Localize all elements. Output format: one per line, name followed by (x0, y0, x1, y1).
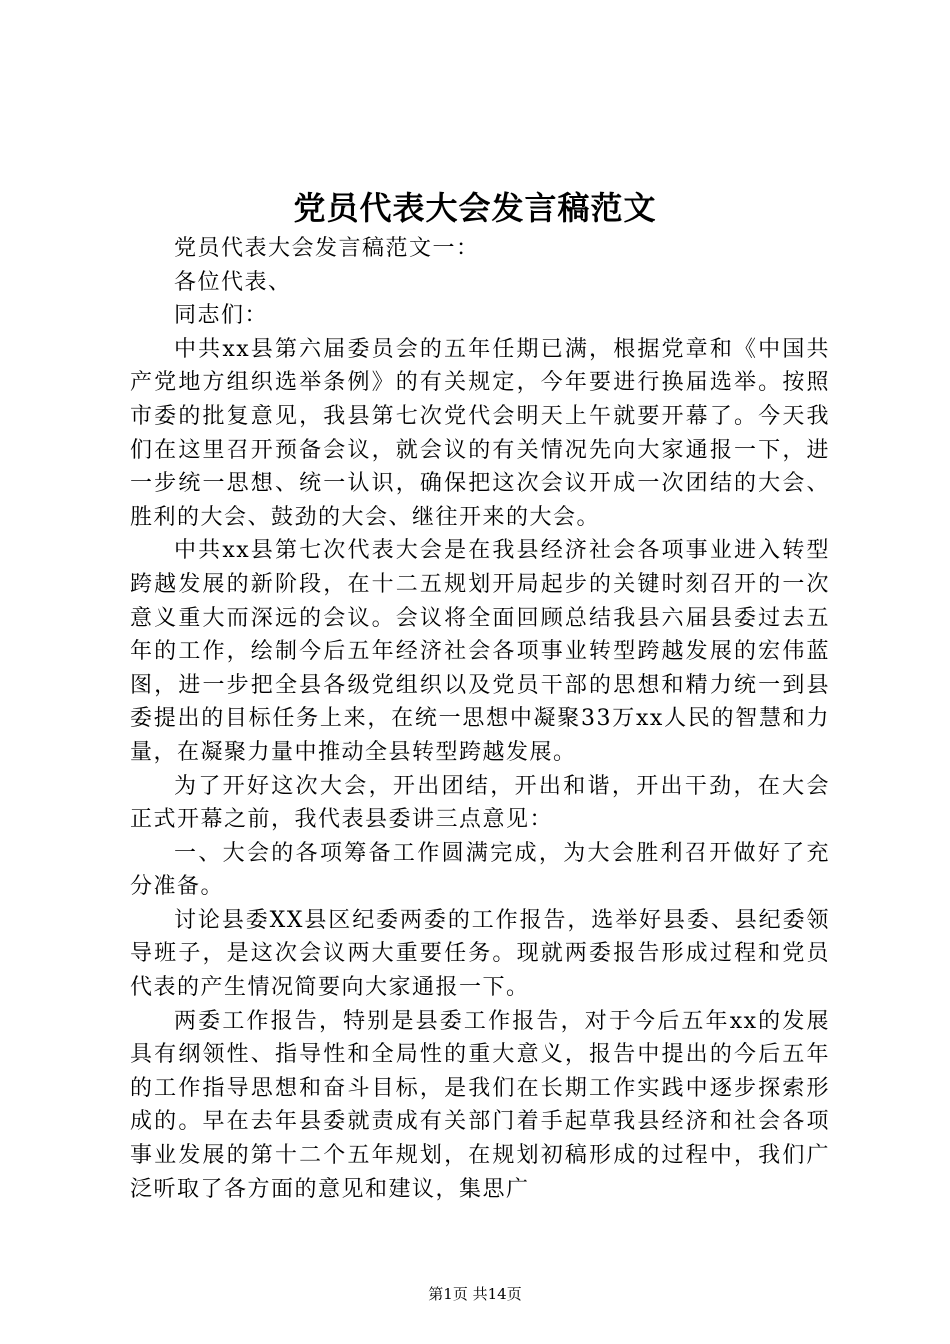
paragraph: 为了开好这次大会，开出团结，开出和谐，开出干劲，在大会正式开幕之前，我代表县委讲三点意见： (130, 773, 830, 833)
salutation-heading: 党员代表大会发言稿范文一： (174, 236, 480, 261)
section-heading: 一、大会的各项筹备工作圆满完成，为大会胜利召开做好了充分准备。 (130, 840, 830, 900)
document-body (130, 232, 830, 1206)
paragraph: 讨论县委XX县区纪委两委的工作报告，选举好县委、县纪委领导班子，是这次会议两大重要任务。现就两委报告形成过程和党员代表的产生情况简要向大家通报一下。 (130, 907, 830, 1001)
document-title: 党员代表大会发言稿范文 (293, 189, 657, 227)
paragraph: 中共xx县第七次代表大会是在我县经济社会各项事业进入转型跨越发展的新阶段，在十二五规划开局起步的关键时刻召开的一次意义重大而深远的会议。会议将全面回顾总结我县六届县委过去五年的工作，绘制今后五年经济社会各项事业转型跨越发展的宏伟蓝图，进一步把全县各级党组织以及党员干部的思想和精力统一到县委提出的目标任务上来，在统一思想中凝聚33万xx人民的智慧和力量，在凝聚力量中推动全县转型跨越发展。 (130, 538, 830, 765)
paragraph: 两委工作报告，特别是县委工作报告，对于今后五年xx的发展具有纲领性、指导性和全局性的重大意义，报告中提出的今后五年的工作指导思想和奋斗目标，是我们在长期工作实践中逐步探索形成的。早在去年县委就责成有关部门着手起草我县经济和社会各项事业发展的第十二个五年规划，在规划初稿形成的过程中，我们广泛听取了各方面的意见和建议，集思广 (130, 1008, 830, 1202)
salutation-delegates: 各位代表、 (174, 269, 292, 295)
salutation-comrades: 同志们： (174, 303, 269, 329)
paragraph: 中共xx县第六届委员会的五年任期已满，根据党章和《中国共产党地方组织选举条例》的有关规定，今年要进行换届选举。按照市委的批复意见，我县第七次党代会明天上午就要开幕了。今天我们在这里召开预备会议，就会议的有关情况先向大家通报一下，进一步统一思想、统一认识，确保把这次会议开成一次团结的大会、胜利的大会、鼓劲的大会、继往开来的大会。 (130, 336, 830, 530)
page-number-footer: 第1页 共14页 (428, 1285, 522, 1303)
